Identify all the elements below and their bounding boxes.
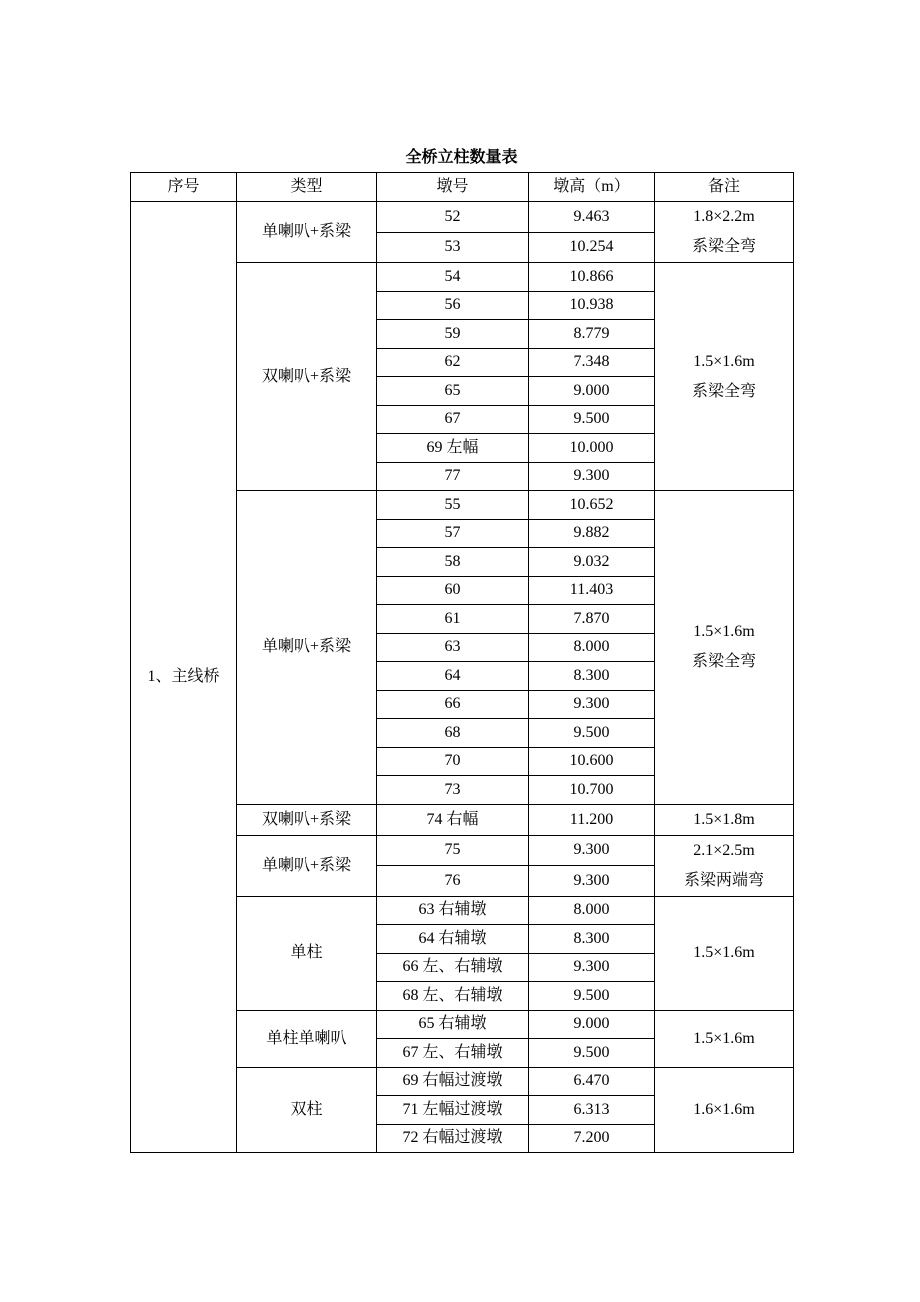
pier-height-cell: 10.600 [529,747,655,776]
remarks-line: 1.6×1.6m [693,1100,755,1118]
pier-height-cell: 9.300 [529,866,655,897]
pier-no-cell: 66 [377,690,529,719]
remarks-line: 系梁全弯 [691,653,756,671]
remarks-line: 2.1×2.5m [693,841,755,859]
type-cell: 单喇叭+系梁 [237,835,377,896]
pier-no-cell: 64 右辅墩 [377,925,529,954]
pier-height-cell: 10.652 [529,491,655,520]
remarks-line: 1.5×1.8m [693,810,755,828]
remarks-line: 系梁两端弯 [683,871,764,889]
pier-no-cell: 72 右幅过渡墩 [377,1124,529,1153]
type-cell: 单喇叭+系梁 [237,202,377,263]
pier-height-cell: 8.779 [529,320,655,349]
header-seq: 序号 [131,173,237,202]
pier-height-cell: 11.200 [529,804,655,835]
pier-height-cell: 10.000 [529,434,655,463]
remarks-line: 1.5×1.6m [693,623,755,641]
pier-no-cell: 58 [377,548,529,577]
pier-height-cell: 10.254 [529,232,655,263]
pier-height-cell: 8.300 [529,925,655,954]
pier-height-cell: 9.300 [529,690,655,719]
pier-no-cell: 66 左、右辅墩 [377,953,529,982]
table-title: 全桥立柱数量表 [405,147,518,166]
remarks-cell [655,491,794,805]
pier-no-cell: 64 [377,662,529,691]
pier-height-cell: 11.403 [529,576,655,605]
pier-no-cell: 57 [377,519,529,548]
header-remarks: 备注 [655,173,794,202]
pier-height-cell: 10.938 [529,291,655,320]
pier-no-cell: 67 [377,405,529,434]
pier-no-cell: 56 [377,291,529,320]
pier-no-cell: 69 右幅过渡墩 [377,1067,529,1096]
pier-no-cell: 70 [377,747,529,776]
pier-no-cell: 74 右幅 [377,804,529,835]
pier-no-cell: 67 左、右辅墩 [377,1039,529,1068]
pier-height-cell: 8.000 [529,896,655,925]
pier-height-cell: 8.000 [529,633,655,662]
pier-no-cell: 55 [377,491,529,520]
pier-no-cell: 76 [377,866,529,897]
pier-height-cell: 10.866 [529,263,655,292]
type-cell: 单柱单喇叭 [237,1010,377,1067]
pier-height-cell: 10.700 [529,776,655,805]
pier-no-cell: 59 [377,320,529,349]
remarks-cell [655,1010,794,1067]
pier-height-cell: 7.870 [529,605,655,634]
pier-no-cell: 63 右辅墩 [377,896,529,925]
seq-cell: 1、主线桥 [131,202,237,1153]
pier-height-cell: 9.882 [529,519,655,548]
remarks-line: 1.8×2.2m [693,208,755,225]
remarks-cell [655,1067,794,1153]
remarks-cell [655,263,794,491]
pier-height-cell: 7.348 [529,348,655,377]
pier-no-cell: 69 左幅 [377,434,529,463]
pier-height-cell: 9.300 [529,953,655,982]
pier-no-cell: 60 [377,576,529,605]
type-cell: 单喇叭+系梁 [237,491,377,805]
remarks-line: 系梁全弯 [691,382,756,400]
header-pier-no: 墩号 [377,173,529,202]
pier-no-cell: 75 [377,835,529,866]
pier-no-cell: 54 [377,263,529,292]
pier-height-cell: 7.200 [529,1124,655,1153]
pier-no-cell: 53 [377,232,529,263]
header-type: 类型 [237,173,377,202]
pier-no-cell: 68 [377,719,529,748]
pier-height-cell: 9.300 [529,835,655,866]
pier-height-cell: 9.032 [529,548,655,577]
pier-no-cell: 73 [377,776,529,805]
pier-height-cell: 9.500 [529,982,655,1011]
pier-height-cell: 9.000 [529,377,655,406]
header-row [131,173,794,202]
type-cell: 双喇叭+系梁 [237,263,377,491]
pier-height-cell: 9.500 [529,1039,655,1068]
remarks-cell [655,202,794,263]
pier-height-cell: 9.000 [529,1010,655,1039]
remarks-line: 1.5×1.6m [693,1029,755,1047]
table-row [131,202,794,233]
remarks-cell [655,835,794,896]
pier-no-cell: 62 [377,348,529,377]
pier-height-cell: 9.500 [529,405,655,434]
table-body [131,202,794,1153]
pier-height-cell: 6.470 [529,1067,655,1096]
remarks-line: 1.5×1.6m [693,944,755,961]
pier-no-cell: 65 [377,377,529,406]
pier-no-cell: 77 [377,462,529,491]
remarks-line: 1.5×1.6m [693,352,755,370]
pier-no-cell: 61 [377,605,529,634]
type-cell: 双柱 [237,1067,377,1153]
pier-height-cell: 9.463 [529,202,655,233]
pillar-quantity-table [130,172,794,1153]
pier-height-cell: 9.300 [529,462,655,491]
pier-height-cell: 6.313 [529,1096,655,1125]
pier-height-cell: 8.300 [529,662,655,691]
pier-no-cell: 63 [377,633,529,662]
pier-no-cell: 52 [377,202,529,233]
pier-no-cell: 71 左幅过渡墩 [377,1096,529,1125]
pier-no-cell: 68 左、右辅墩 [377,982,529,1011]
type-cell: 单柱 [237,896,377,1010]
remarks-cell [655,804,794,835]
type-cell: 双喇叭+系梁 [237,804,377,835]
pier-no-cell: 65 右辅墩 [377,1010,529,1039]
remarks-line: 系梁全弯 [691,238,756,255]
remarks-cell [655,896,794,1010]
header-pier-height: 墩高（m） [529,173,655,202]
pier-height-cell: 9.500 [529,719,655,748]
